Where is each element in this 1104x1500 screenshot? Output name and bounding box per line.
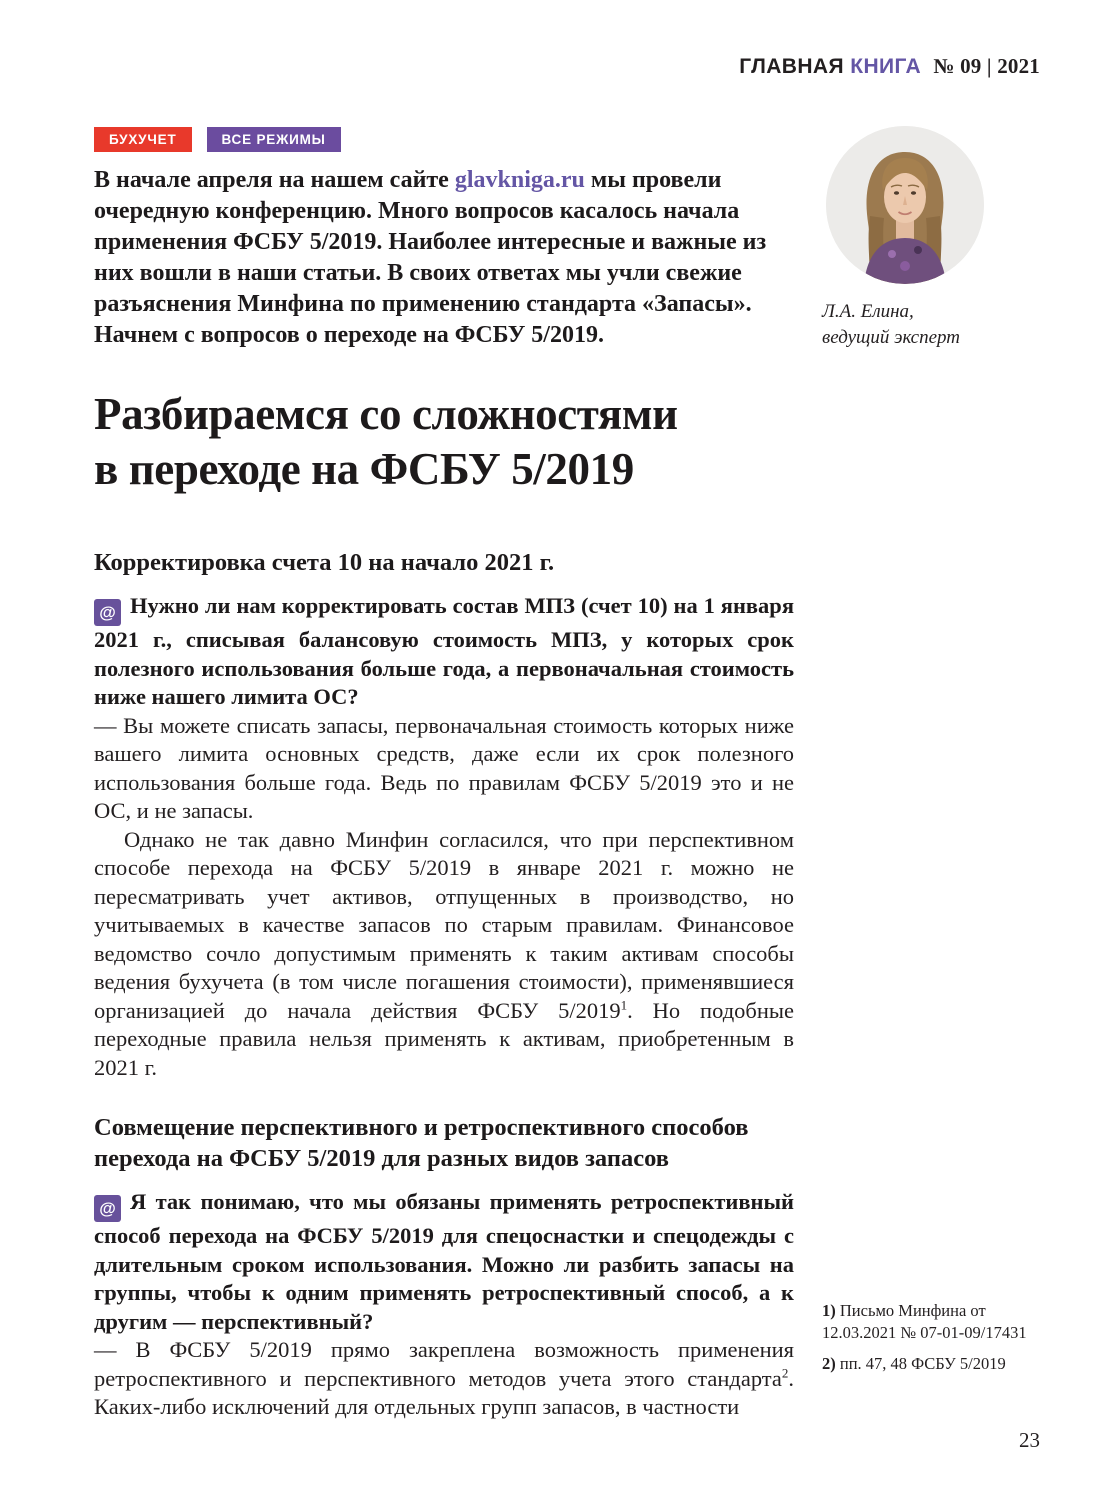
tag-vse-rezhimy: ВСЕ РЕЖИМЫ	[207, 127, 341, 152]
author-photo	[826, 126, 984, 284]
footnote-1-text: Письмо Минфина от 12.03.2021 № 07-01-09/17431	[822, 1301, 1027, 1342]
masthead-issue: № 09 | 2021	[933, 54, 1040, 78]
section2-heading: Совмещение перспективного и ретроспективного способов перехода на ФСБУ 5/2019 для разных видов запасов	[94, 1114, 749, 1172]
footnote-1	[822, 1300, 1037, 1344]
portrait-illustration	[826, 126, 984, 284]
footnote-ref-2: 2	[781, 1365, 789, 1380]
glavkniga-link[interactable]: glavkniga.ru	[454, 167, 585, 193]
section2-answer	[94, 1336, 794, 1422]
article-title-line2: в переходе на ФСБУ 5/2019	[94, 444, 634, 494]
intro-text-after-link: мы провели очередную конференцию. Много вопросов касалось начала применения ФСБУ 5/2019. Наиболее интересные и важные из них вошли в наши статьи. В своих ответах мы учли свежие разъяснения Минфина по применению стандарта «Запасы». Начнем с вопросов о переходе на ФСБУ 5/2019.	[94, 167, 767, 348]
masthead	[739, 54, 1040, 79]
tag-buhuchet: БУХУЧЕТ	[94, 127, 192, 152]
intro-paragraph	[94, 165, 789, 387]
section2-answer-tail: . Каких-либо исключений для отдельных групп запасов, в частности	[94, 1365, 794, 1419]
author-name: Л.А. Елина,	[822, 301, 914, 322]
section1-answer-p2	[94, 826, 794, 1083]
footnotes	[822, 1300, 1037, 1384]
section1-question-text: Нужно ли нам корректировать состав МПЗ (счет 10) на 1 января 2021 г., списывая балансовую стоимость МПЗ, у которых срок полезного использования больше года, а первоначальная стоимость ниже нашего лимита ОС?	[94, 593, 794, 709]
section1-heading: Корректировка счета 10 на начало 2021 г.	[94, 549, 555, 576]
footnote-2-text: пп. 47, 48 ФСБУ 5/2019	[835, 1354, 1006, 1373]
intro-text-before-link: В начале апреля на нашем сайте	[94, 167, 455, 193]
author-role: ведущий эксперт	[822, 327, 960, 348]
footnote-ref-1: 1	[620, 997, 628, 1012]
section1-answer-p1: — Вы можете списать запасы, первоначальная стоимость которых ниже вашего лимита основных средств, даже если их срок полезного использования больше года. Ведь по правилам ФСБУ 5/2019 это и не ОС, и не запасы.	[94, 712, 794, 823]
footnote-2	[822, 1353, 1037, 1375]
question-at-icon: @	[94, 599, 121, 626]
rubric-tags	[94, 127, 794, 152]
footnote-2-marker: 2)	[822, 1354, 836, 1373]
footnote-1-marker: 1)	[822, 1301, 836, 1320]
section2-question-text: Я так понимаю, что мы обязаны применять ретроспективный способ перехода на ФСБУ 5/2019 для спецоснастки и спецодежды с длительным сроком использования. Можно ли разбить запасы на группы, чтобы к одним применять ретроспективный способ, а к другим — перспективный?	[94, 1189, 794, 1334]
masthead-brand-black: ГЛАВНАЯ	[739, 55, 844, 78]
section2-answer-text: — В ФСБУ 5/2019 прямо закреплена возможность применения ретроспективного и перспективного методов учета этого стандарта	[94, 1337, 794, 1391]
section1-answer-p2-text: Однако не так давно Минфин согласился, что при перспективном способе перехода на ФСБУ 5/2019 в январе 2021 г. можно не пересматривать учет активов, отпущенных в производство, но учитываемых в качестве запасов по старым правилам. Финансовое ведомство сочло допустимым применять к таким активам способы ведения бухучета (в том числе погашения стоимости), применявшиеся организацией до начала действия ФСБУ 5/2019	[94, 826, 794, 1023]
main-column	[94, 127, 794, 1422]
article-title	[94, 387, 794, 497]
section1-answer-p2-tail: . Но подобные переходные правила нельзя применять к активам, приобретенным в 2021 г.	[94, 997, 794, 1080]
author-block	[822, 126, 1022, 351]
article-title-line1: Разбираемся со сложностями	[94, 389, 678, 439]
page-number: 23	[1019, 1428, 1040, 1452]
section2-question	[94, 1188, 794, 1336]
masthead-brand-accent: КНИГА	[850, 55, 922, 78]
section1-question	[94, 592, 794, 712]
author-caption	[822, 299, 1022, 351]
question-at-icon: @	[94, 1195, 121, 1222]
